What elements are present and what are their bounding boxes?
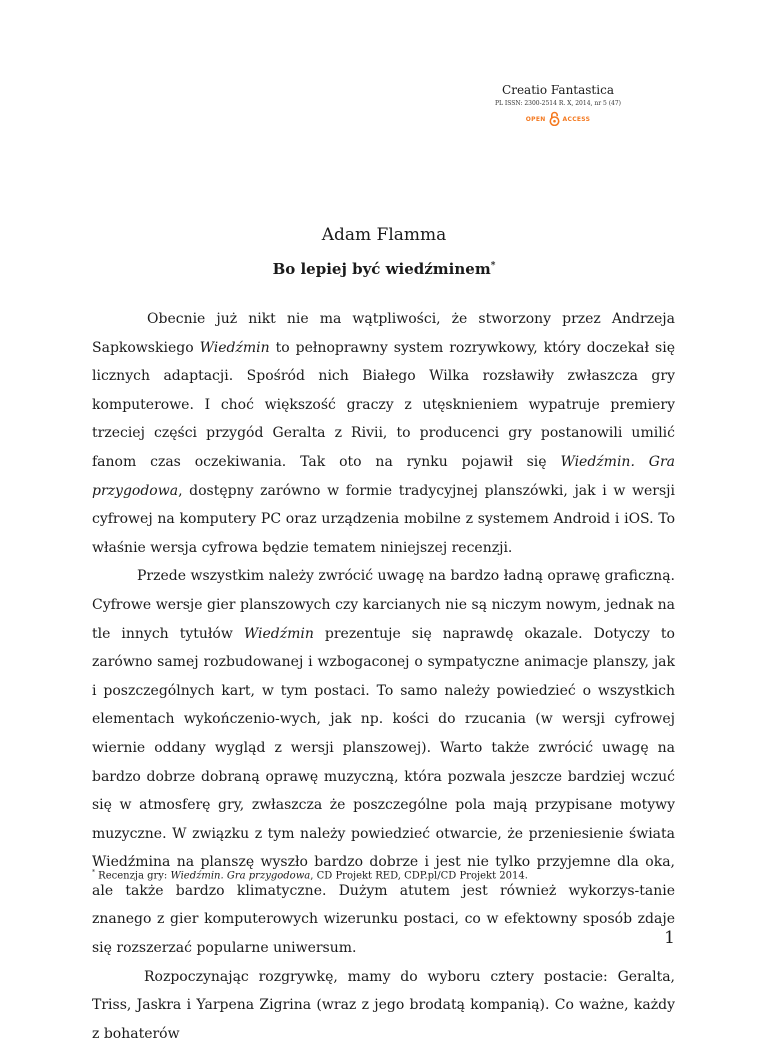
paragraph-2-segment: prezentuje się naprawdę okazale. Dotyczy to zarówno samej rozbudowanej i wzbogaconej o sympatyczne animacje planszy, jak i poszczególnych kart, w tym postaci. To samo należy powiedzieć o wszystkich elementach wykończenio-wych, jak np. kości do rzucania (w wersji cyfrowej wiernie oddany wygląd z wersji planszowej). Warto także zwrócić uwagę na bardzo dobrze dobraną oprawę muzyczną, która pozwala jeszcze bardziej wczuć się w atmosferę gry, zwłaszcza że poszczególne pola mają przypisane motywy muzyczne. W związku z tym należy powiedzieć otwarcie, że przeniesienie świata Wiedźmina na planszę wyszło bardzo dobrze i jest nie tylko przyjemne dla oka, ale także bardzo klimatyczne. Dużym atutem jest również wykorzys-tanie znanego z gier komputerowych wizerunku postaci, co w efektowny sposób zdaje się rozszerzać popularne uniwersum. bbox=[92, 625, 675, 957]
paragraph-1-segment: , dostępny zarówno w formie tradycyjnej planszówki, jak i w wersji cyfrowej na komputery PC oraz urządzenia mobilne z systemem Android i iOS. To właśnie wersja cyfrowa będzie tematem niniejszej recenzji. bbox=[92, 482, 675, 556]
journal-name: Creatio Fantastica bbox=[502, 83, 614, 97]
footnote-text bbox=[95, 870, 528, 881]
open-access-badge bbox=[458, 111, 658, 128]
paragraph-3 bbox=[92, 963, 675, 1048]
paragraph-2-segment: Przede wszystkim należy zwrócić uwagę na bardzo ładną oprawę graficzną. Cyfrowe wersje gier planszowych czy karcianych nie są niczym nowym, jednak na tle innych tytułów bbox=[92, 568, 675, 642]
paragraph-1 bbox=[92, 305, 675, 562]
paragraph-1-segment: Wiedźmin bbox=[199, 339, 270, 356]
article-body bbox=[92, 305, 675, 1048]
article-title-text: Bo lepiej być wiedźminem bbox=[272, 260, 491, 278]
journal-header bbox=[458, 83, 658, 128]
issn-line: PL ISSN: 2300-2514 R. X, 2014, nr 5 (47) bbox=[494, 100, 622, 107]
page-number: 1 bbox=[664, 928, 675, 948]
open-access-lock-icon bbox=[549, 111, 560, 128]
article-title bbox=[0, 260, 768, 278]
author-name: Adam Flamma bbox=[321, 225, 447, 245]
footnote bbox=[92, 866, 675, 882]
footnote-mark: * bbox=[92, 869, 95, 876]
paragraph-1-segment: Wiedźmin. Gra przygodowa bbox=[92, 453, 675, 499]
paragraph-1-segment: to pełnoprawny system rozrywkowy, który doczekał się licznych adaptacji. Spośród nich Białego Wilka rozsławiły zwłaszcza gry komputerowe. I choć większość graczy z utęsknieniem wypatruje premiery trzeciej części przygód Geralta z Rivii, to producenci gry postanowili umilić fanom czas oczekiwania. Tak oto na rynku pojawił się bbox=[92, 339, 675, 470]
paragraph-3-segment: Rozpoczynając rozgrywkę, mamy do wyboru cztery postacie: Geralta, Triss, Jaskra i Yarpena Zigrina (wraz z jego brodatą kompanią). Co ważne, każdy z bohaterów bbox=[92, 968, 675, 1042]
footnote-segment: , CD Projekt RED, CDP.pl/CD Projekt 2014. bbox=[310, 870, 528, 882]
footnote-ref-mark: * bbox=[490, 261, 496, 271]
open-access-label-left: OPEN bbox=[525, 116, 546, 123]
paragraph-2-segment: Wiedźmin bbox=[243, 625, 314, 642]
footnote-segment: Recenzja gry: bbox=[95, 870, 171, 882]
open-access-label-right: ACCESS bbox=[562, 116, 591, 123]
paragraph-1-segment: Obecnie już nikt nie ma wątpliwości, że stworzony przez Andrzeja Sapkowskiego bbox=[92, 311, 675, 356]
footnote-segment: Wiedźmin. Gra przygodowa bbox=[170, 870, 311, 882]
paragraph-2 bbox=[92, 562, 675, 962]
